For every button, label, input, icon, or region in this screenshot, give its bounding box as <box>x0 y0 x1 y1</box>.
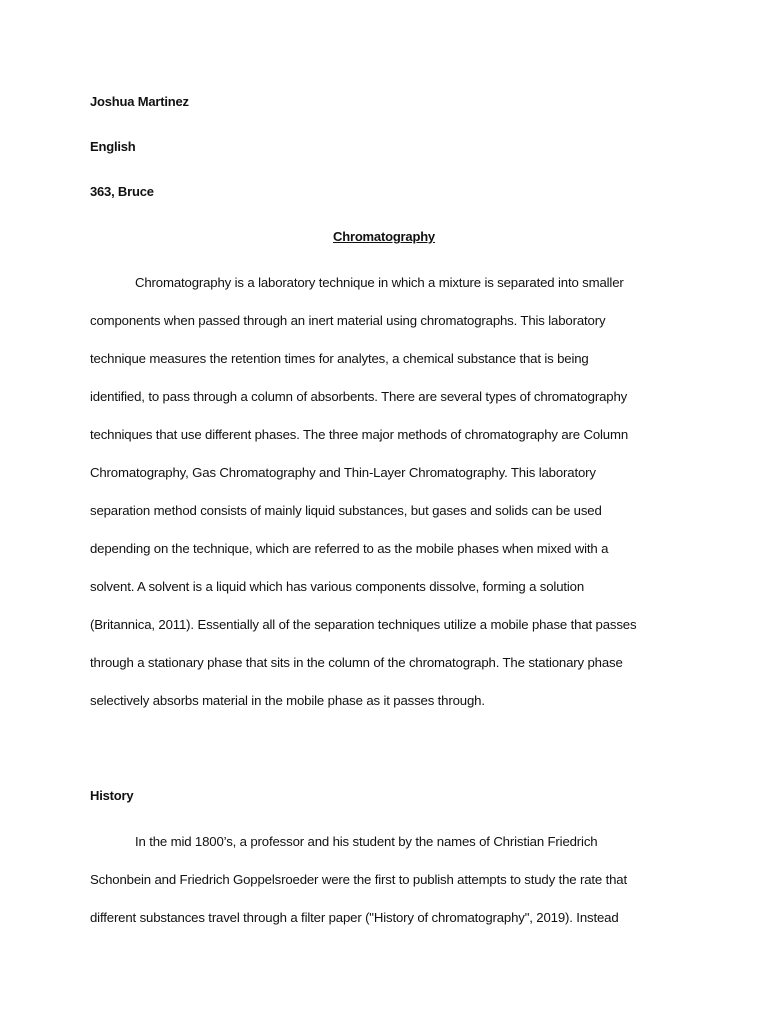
course-section: 363, Bruce <box>90 184 154 199</box>
paragraph-line: solvent. A solvent is a liquid which has various components dissolve, forming a solution <box>90 579 585 594</box>
author-name: Joshua Martinez <box>90 94 189 109</box>
paragraph-line: Chromatography, Gas Chromatography and Thin-Layer Chromatography. This laboratory <box>90 465 596 480</box>
paragraph-line: identified, to pass through a column of absorbents. There are several types of chromatography <box>90 389 628 404</box>
paragraph-line: different substances travel through a filter paper ("History of chromatography", 2019). Instead <box>90 910 619 925</box>
paragraph-line: separation method consists of mainly liquid substances, but gases and solids can be used <box>90 503 602 518</box>
paragraph-line: Chromatography is a laboratory technique in which a mixture is separated into smaller <box>135 275 624 290</box>
paragraph-line: technique measures the retention times for analytes, a chemical substance that is being <box>90 351 589 366</box>
paragraph-line: In the mid 1800’s, a professor and his student by the names of Christian Friedrich <box>135 834 598 849</box>
paragraph-line: through a stationary phase that sits in the column of the chromatograph. The stationary phase <box>90 655 623 670</box>
paragraph-line: selectively absorbs material in the mobile phase as it passes through. <box>90 693 485 708</box>
paragraph-line: depending on the technique, which are referred to as the mobile phases when mixed with a <box>90 541 609 556</box>
paragraph-line: components when passed through an inert material using chromatographs. This laboratory <box>90 313 606 328</box>
document-title: Chromatography <box>333 229 435 244</box>
paragraph-line: Schonbein and Friedrich Goppelsroeder were the first to publish attempts to study the rate that <box>90 872 627 887</box>
history-heading: History <box>90 788 134 803</box>
paragraph-line: techniques that use different phases. The three major methods of chromatography are Column <box>90 427 629 442</box>
course-name: English <box>90 139 136 154</box>
paragraph-line: (Britannica, 2011). Essentially all of the separation techniques utilize a mobile phase that passes <box>90 617 637 632</box>
